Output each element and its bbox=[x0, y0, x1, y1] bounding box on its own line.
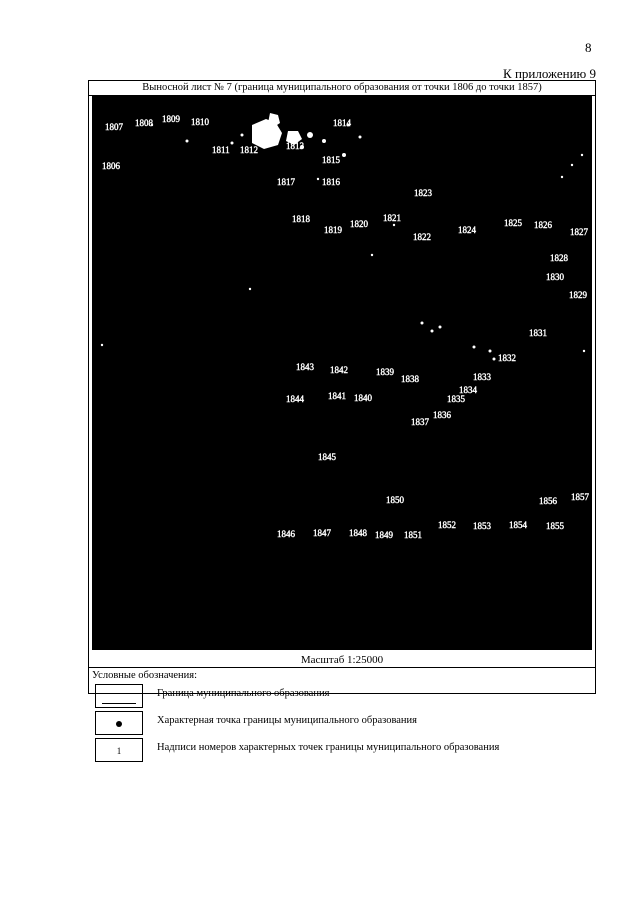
point-label: 1842 bbox=[330, 365, 348, 375]
boundary-point-1831 bbox=[529, 328, 547, 338]
boundary-point-1833 bbox=[473, 372, 492, 382]
boundary-point-1838 bbox=[401, 374, 420, 384]
point-label: 1822 bbox=[413, 232, 431, 242]
boundary-point-1837 bbox=[411, 417, 430, 427]
point-label: 1834 bbox=[459, 385, 477, 395]
point-label: 1820 bbox=[350, 219, 368, 229]
boundary-point-1836 bbox=[433, 410, 452, 420]
point-label: 1847 bbox=[313, 528, 331, 538]
point-label: 1830 bbox=[546, 272, 564, 282]
map-title: Выносной лист № 7 (граница муниципального образования от точки 1806 до точки 1857) bbox=[89, 81, 595, 96]
boundary-point-1856 bbox=[539, 496, 558, 506]
boundary-point-1857 bbox=[571, 492, 590, 502]
point-label: 1840 bbox=[354, 393, 372, 403]
point-label: 1850 bbox=[386, 495, 404, 505]
boundary-point-1809 bbox=[162, 114, 181, 124]
boundary-point-1826 bbox=[534, 220, 553, 230]
point-label: 1835 bbox=[447, 394, 465, 404]
point-label: 1819 bbox=[324, 225, 342, 235]
point-label: 1851 bbox=[404, 530, 422, 540]
point-label: 1832 bbox=[498, 353, 516, 363]
boundary-point-1807 bbox=[105, 122, 124, 132]
point-label: 1848 bbox=[349, 528, 367, 538]
point-label: 1810 bbox=[191, 117, 209, 127]
boundary-point-1841 bbox=[328, 391, 346, 401]
boundary-point-1835 bbox=[447, 394, 466, 404]
legend-item-label: Надписи номеров характерных точек границы муниципального образования bbox=[157, 742, 500, 753]
point-label: 1854 bbox=[509, 520, 527, 530]
point-label: 1853 bbox=[473, 521, 491, 531]
page-number: 8 bbox=[585, 40, 592, 55]
point-label: 1818 bbox=[292, 214, 310, 224]
boundary-point-1848 bbox=[349, 528, 368, 538]
boundary-point-1820 bbox=[350, 219, 369, 229]
point-label: 1816 bbox=[322, 177, 340, 187]
legend-item-label: Характерная точка границы муниципального образования bbox=[157, 715, 417, 726]
boundary-point-1854 bbox=[509, 520, 528, 530]
point-label: 1841 bbox=[328, 391, 346, 401]
boundary-point-1855 bbox=[546, 521, 565, 531]
boundary-point-1824 bbox=[458, 225, 477, 235]
point-label: 1811 bbox=[212, 145, 230, 155]
point-label: 1833 bbox=[473, 372, 491, 382]
boundary-point-1850 bbox=[386, 495, 405, 505]
boundary-point-1823 bbox=[414, 188, 433, 198]
point-label: 1817 bbox=[277, 177, 295, 187]
boundary-point-1815 bbox=[322, 155, 341, 165]
legend-item-boundary bbox=[95, 684, 575, 708]
boundary-point-1813 bbox=[286, 141, 305, 151]
boundary-point-labels bbox=[102, 114, 590, 540]
point-label: 1839 bbox=[376, 367, 394, 377]
legend-item-number bbox=[95, 738, 575, 762]
boundary-point-1846 bbox=[277, 529, 296, 539]
point-label: 1855 bbox=[546, 521, 564, 531]
appendix-label: К приложению 9 bbox=[503, 66, 596, 81]
point-label: 1821 bbox=[383, 213, 401, 223]
boundary-point-1822 bbox=[413, 232, 431, 242]
boundary-point-1819 bbox=[324, 225, 343, 235]
boundary-point-1817 bbox=[277, 177, 296, 187]
legend-number-sample: 1 bbox=[116, 746, 122, 756]
map-canvas bbox=[92, 95, 592, 650]
boundary-point-1839 bbox=[376, 367, 395, 377]
boundary-point-1842 bbox=[330, 365, 348, 375]
point-label: 1829 bbox=[569, 290, 587, 300]
boundary-point-1806 bbox=[102, 161, 121, 171]
boundary-point-1853 bbox=[473, 521, 492, 531]
boundary-point-1811 bbox=[212, 145, 230, 155]
boundary-point-1825 bbox=[504, 218, 523, 228]
boundary-point-1814 bbox=[333, 118, 352, 128]
boundary-point-1845 bbox=[318, 452, 337, 462]
boundary-point-1851 bbox=[404, 530, 422, 540]
point-label: 1812 bbox=[240, 145, 258, 155]
boundary-point-1829 bbox=[569, 290, 588, 300]
point-label: 1814 bbox=[333, 118, 351, 128]
boundary-point-1849 bbox=[375, 530, 394, 540]
boundary-point-1812 bbox=[240, 145, 258, 155]
boundary-point-1852 bbox=[438, 520, 456, 530]
terrain-speckle bbox=[101, 113, 585, 361]
map-area bbox=[92, 95, 592, 650]
point-label: 1856 bbox=[539, 496, 557, 506]
boundary-point-1830 bbox=[546, 272, 565, 282]
point-label: 1808 bbox=[135, 118, 153, 128]
point-label: 1846 bbox=[277, 529, 295, 539]
point-label: 1837 bbox=[411, 417, 429, 427]
boundary-point-1840 bbox=[354, 393, 373, 403]
boundary-point-1818 bbox=[292, 214, 311, 224]
point-label: 1831 bbox=[529, 328, 547, 338]
map-scale: Масштаб 1:25000 bbox=[89, 653, 595, 668]
boundary-point-1843 bbox=[296, 362, 315, 372]
boundary-point-1821 bbox=[383, 213, 401, 223]
point-label: 1857 bbox=[571, 492, 589, 502]
legend-item-label: Граница муниципального образования bbox=[157, 688, 330, 699]
boundary-point-1832 bbox=[498, 353, 516, 363]
point-label: 1845 bbox=[318, 452, 336, 462]
point-label: 1827 bbox=[570, 227, 588, 237]
boundary-point-1816 bbox=[322, 177, 341, 187]
point-label: 1838 bbox=[401, 374, 419, 384]
point-label: 1828 bbox=[550, 253, 568, 263]
point-label: 1807 bbox=[105, 122, 123, 132]
point-label: 1815 bbox=[322, 155, 340, 165]
point-label: 1823 bbox=[414, 188, 432, 198]
point-label: 1843 bbox=[296, 362, 314, 372]
point-label: 1852 bbox=[438, 520, 456, 530]
point-label: 1806 bbox=[102, 161, 120, 171]
point-label: 1813 bbox=[286, 141, 304, 151]
legend-number-symbol bbox=[95, 738, 143, 762]
boundary-point-1844 bbox=[286, 394, 305, 404]
legend-point-dot-symbol bbox=[95, 711, 143, 735]
boundary-point-1810 bbox=[191, 117, 210, 127]
boundary-point-1808 bbox=[135, 118, 154, 128]
point-label: 1825 bbox=[504, 218, 522, 228]
map-sheet-frame bbox=[88, 80, 596, 756]
point-label: 1809 bbox=[162, 114, 180, 124]
point-label: 1836 bbox=[433, 410, 451, 420]
point-label: 1826 bbox=[534, 220, 552, 230]
point-label: 1849 bbox=[375, 530, 393, 540]
point-label: 1824 bbox=[458, 225, 476, 235]
legend-title: Условные обозначения: bbox=[92, 670, 198, 681]
point-label: 1844 bbox=[286, 394, 304, 404]
boundary-point-1827 bbox=[570, 227, 589, 237]
legend-item-point bbox=[95, 711, 575, 735]
boundary-point-1847 bbox=[313, 528, 332, 538]
legend-boundary-line-symbol bbox=[95, 684, 143, 708]
boundary-point-1828 bbox=[550, 253, 569, 263]
